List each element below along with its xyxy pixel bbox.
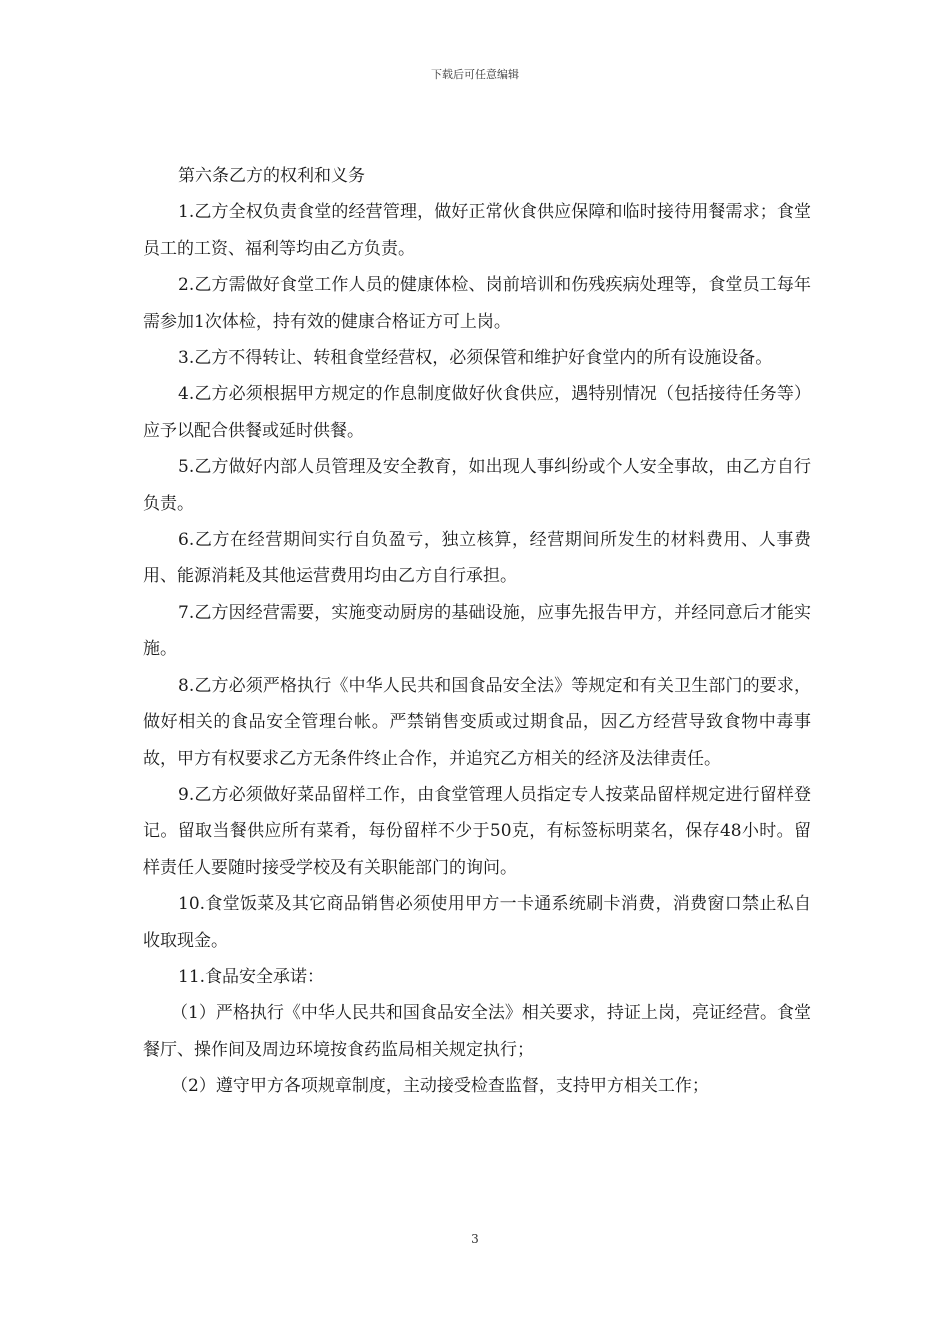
clause-6: 6.乙方在经营期间实行自负盈亏，独立核算，经营期间所发生的材料费用、人事费用、能源消耗及其他运营费用均由乙方自行承担。 xyxy=(143,530,811,587)
clause-8: 8.乙方必须严格执行《中华人民共和国食品安全法》等规定和有关卫生部门的要求，做好相关的食品安全管理台帐。严禁销售变质或过期食品，因乙方经营导致食物中毒事故，甲方有权要求乙方无条件终止合作，并追究乙方相关的经济及法律责任。 xyxy=(143,675,811,769)
document-body xyxy=(143,158,811,1105)
clause-9: 9.乙方必须做好菜品留样工作，由食堂管理人员指定专人按菜品留样规定进行留样登记。留取当餐供应所有菜肴，每份留样不少于50克，有标签标明菜名，保存48小时。留样责任人要随时接受学校及有关职能部门的询问。 xyxy=(143,784,811,878)
clause-11: 11.食品安全承诺： xyxy=(178,966,325,987)
page-number: 3 xyxy=(471,1232,479,1246)
clause-3: 3.乙方不得转让、转租食堂经营权，必须保管和维护好食堂内的所有设施设备。 xyxy=(178,348,773,369)
clause-7: 7.乙方因经营需要，实施变动厨房的基础设施，应事先报告甲方，并经同意后才能实施。 xyxy=(143,602,811,660)
page-header: 下载后可任意编辑 xyxy=(431,68,519,81)
clause-5: 5.乙方做好内部人员管理及安全教育，如出现人事纠纷或个人安全事故，由乙方自行负责。 xyxy=(143,457,811,514)
clause-1: 1.乙方全权负责食堂的经营管理，做好正常伙食供应保障和临时接待用餐需求；食堂员工的工资、福利等均由乙方负责。 xyxy=(143,202,811,259)
sub-item-2: （2）遵守甲方各项规章制度，主动接受检查监督，支持甲方相关工作； xyxy=(171,1076,709,1097)
section-title: 第六条乙方的权利和义务 xyxy=(178,166,365,186)
clause-4: 4.乙方必须根据甲方规定的作息制度做好伙食供应，遇特别情况（包括接待任务等）应予以配合供餐或延时供餐。 xyxy=(143,384,811,441)
sub-item-1: （1）严格执行《中华人民共和国食品安全法》相关要求，持证上岗，亮证经营。食堂餐厅、操作间及周边环境按食药监局相关规定执行； xyxy=(143,1003,811,1060)
clause-10: 10.食堂饭菜及其它商品销售必须使用甲方一卡通系统刷卡消费，消费窗口禁止私自收取现金。 xyxy=(143,894,811,951)
clause-2: 2.乙方需做好食堂工作人员的健康体检、岗前培训和伤残疾病处理等，食堂员工每年需参加1次体检，持有效的健康合格证方可上岗。 xyxy=(143,275,811,332)
